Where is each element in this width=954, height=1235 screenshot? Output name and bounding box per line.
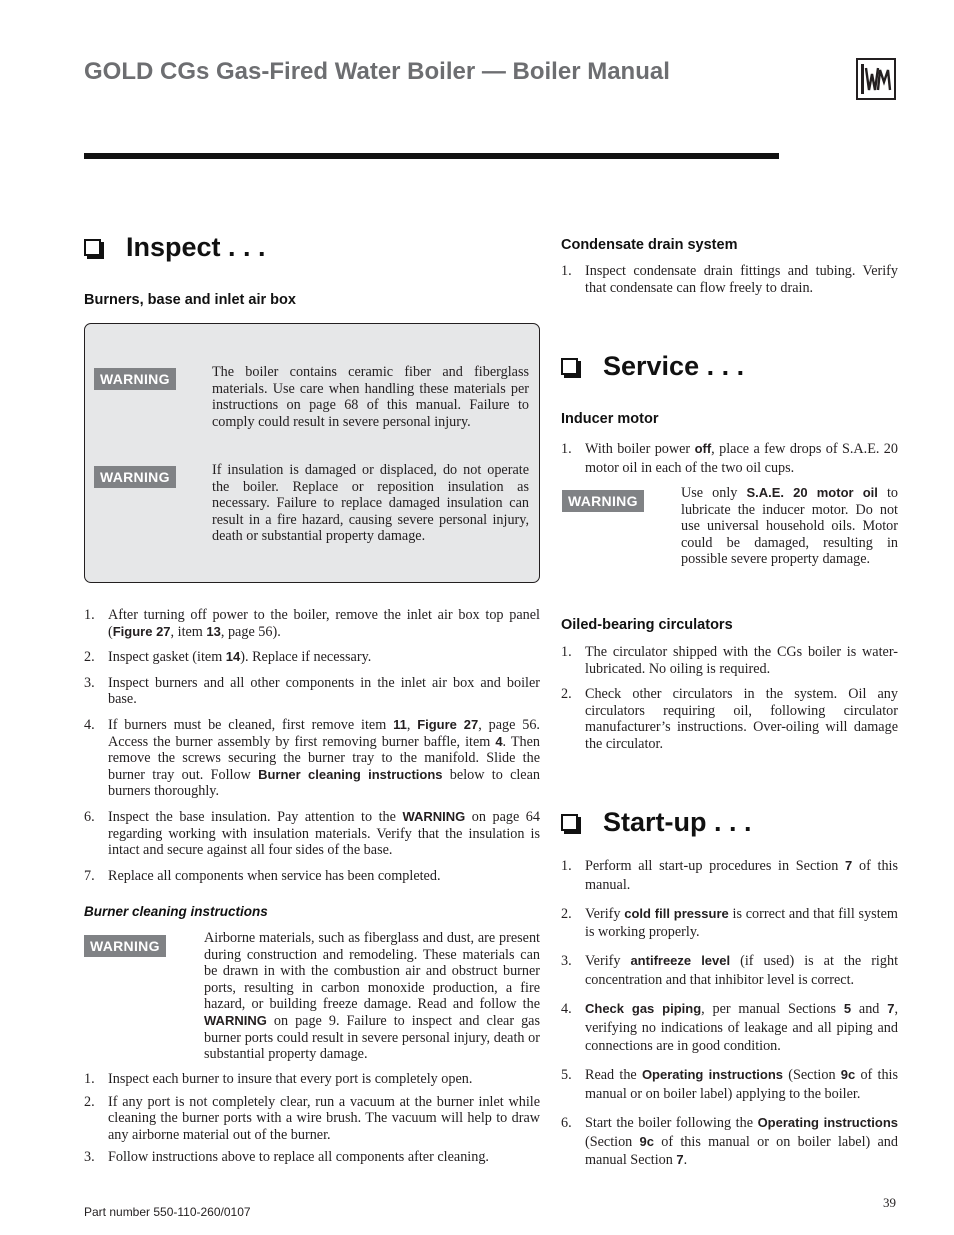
checkbox-icon: [561, 358, 578, 375]
list-item: [561, 440, 898, 477]
service-section-title: [561, 351, 744, 382]
service-title-text: Service . . .: [603, 351, 745, 381]
oiled-heading: Oiled-bearing circulators: [561, 617, 733, 633]
warning-badge: WARNING: [94, 466, 176, 488]
warning-text-4: Use only S.A.E. 20 motor oil to lubricate the inducer motor. Do not use universal household oils. Motor could be damaged, resulting in possible severe property damage.: [681, 485, 898, 568]
list-number: 4.: [561, 1000, 572, 1017]
list-number: 6.: [561, 1114, 572, 1131]
list-text: Check other circulators in the system. Oil any circulators requiring oil, following circulator manufacturer’s instructions. Over-oiling will damage the circulator.: [585, 686, 898, 752]
burner-cleaning-heading: Burner cleaning instructions: [84, 904, 268, 919]
part-number: Part number 550-110-260/0107: [84, 1205, 251, 1219]
page-number: 39: [883, 1195, 896, 1210]
list-item: [561, 905, 898, 943]
list-number: 3.: [561, 953, 572, 970]
list-number: 1.: [561, 441, 572, 457]
list-item: [84, 868, 540, 885]
warning-badge: WARNING: [84, 935, 166, 957]
startup-title-text: Start-up . . .: [603, 807, 752, 837]
list-text: Replace all components when service has been completed.: [108, 867, 441, 884]
list-item: [561, 1000, 898, 1056]
header-rule: [84, 153, 779, 159]
warning-badge: WARNING: [562, 490, 644, 512]
inducer-heading: Inducer motor: [561, 411, 659, 427]
warning-text-3: Airborne materials, such as fiberglass and dust, are present during construction and remodeling. These materials can be drawn in with the combustion air and obstruct burner ports, resulting in carbon monoxide production, a fire hazard, or building freeze damage. Read and follow the WARNING on page 9. Failure to inspect and clear gas burner ports could result in severe personal injury, death or substantial property damage.: [204, 930, 540, 1063]
list-text: Inspect condensate drain fittings and tubing. Verify that condensate can flow freely to drain.: [585, 263, 898, 296]
inducer-steps-list: [561, 440, 898, 477]
list-text: Inspect the base insulation. Pay attention to the WARNING on page 64 regarding working with insulation materials. Verify that the insulation is intact and secure against all four sides of the base.: [108, 808, 540, 859]
list-text: Check gas piping, per manual Sections 5 and 7, verifying no indications of leakage and all piping and connections are in good condition.: [585, 1000, 898, 1055]
list-item: [561, 857, 898, 895]
list-number: 6.: [84, 808, 95, 825]
list-number: 4.: [84, 716, 95, 733]
list-text: If burners must be cleaned, first remove item 11, Figure 27, page 56. Access the burner assembly by first removing burner baffle, item 4. Then remove the screws securing the burner tray to the manifold. Slide the burner tray out. Follow Burner cleaning instructions below to clean burners thoroughly.: [108, 716, 540, 800]
list-number: 2.: [561, 686, 572, 703]
list-item: [561, 1066, 898, 1104]
list-text: If any port is not completely clear, run a vacuum at the burner inlet while cleaning the burner ports with a wire brush. The vacuum will help to draw any airborne material out of the burner.: [108, 1093, 540, 1143]
list-item: [561, 952, 898, 990]
warning-text-2: If insulation is damaged or displaced, do not operate the boiler. Replace or reposition insulation as necessary. Failure to replace damaged insulation can result in a fire hazard, causing severe personal injury, death or substantial property damage.: [212, 462, 529, 545]
weil-mclain-logo-icon: [856, 58, 896, 100]
list-number: 5.: [561, 1067, 572, 1084]
warning-badge: WARNING: [94, 368, 176, 390]
list-text: Inspect each burner to insure that every port is completely open.: [108, 1071, 473, 1087]
list-item: [84, 607, 540, 640]
list-item: [84, 1094, 540, 1144]
startup-section-title: [561, 807, 752, 838]
warning-box: [84, 323, 540, 583]
list-number: 3.: [84, 674, 95, 691]
list-text: The circulator shipped with the CGs boiler is water-lubricated. No oiling is required.: [585, 644, 898, 677]
list-text: Inspect gasket (item 14). Replace if necessary.: [108, 649, 372, 666]
list-item: [84, 809, 540, 859]
manual-title: GOLD CGs Gas-Fired Water Boiler — Boiler Manual: [84, 58, 670, 85]
oiled-steps-list: [561, 644, 898, 753]
list-item: [561, 1114, 898, 1170]
burners-heading: Burners, base and inlet air box: [84, 292, 296, 308]
list-number: 1.: [561, 858, 572, 874]
startup-steps-list: [561, 857, 898, 1170]
checkbox-icon: [561, 814, 578, 831]
list-text: With boiler power off, place a few drops of S.A.E. 20 motor oil in each of the two oil cups.: [585, 441, 898, 476]
inspect-title-text: Inspect . . .: [126, 232, 266, 262]
list-number: 1.: [561, 263, 572, 279]
list-number: 3.: [84, 1149, 95, 1166]
list-item: [561, 644, 898, 677]
list-number: 2.: [561, 905, 572, 922]
list-text: Start the boiler following the Operating instructions (Section 9c of this manual or on boiler label) and manual Section 7.: [585, 1114, 898, 1169]
condensate-heading: Condensate drain system: [561, 237, 738, 253]
checkbox-icon: [84, 239, 101, 256]
list-item: [561, 263, 898, 296]
list-text: Inspect burners and all other components in the inlet air box and boiler base.: [108, 674, 540, 708]
cleaning-steps-list: [84, 1071, 540, 1166]
list-text: Verify antifreeze level (if used) is at the right concentration and that inhibitor level is correct.: [585, 953, 899, 988]
list-number: 1.: [561, 644, 572, 660]
list-number: 1.: [84, 607, 95, 623]
list-item: [84, 649, 540, 666]
list-item: [561, 686, 898, 752]
list-number: 1.: [84, 1071, 95, 1087]
list-text: Read the Operating instructions (Section 9c of this manual or on boiler label) applying to the boiler.: [585, 1067, 899, 1102]
list-item: [84, 717, 540, 800]
list-text: Follow instructions above to replace all components after cleaning.: [108, 1149, 489, 1166]
list-item: [84, 1071, 540, 1088]
inspect-section-title: [84, 232, 266, 263]
list-number: 2.: [84, 1093, 95, 1110]
list-text: After turning off power to the boiler, remove the inlet air box top panel (Figure 27, item 13, page 56).: [108, 607, 540, 640]
list-number: 7.: [84, 867, 95, 884]
inspect-steps-list: [84, 607, 540, 884]
list-item: [84, 675, 540, 708]
list-number: 2.: [84, 649, 95, 666]
list-item: [84, 1149, 540, 1166]
warning-text-1: The boiler contains ceramic fiber and fiberglass materials. Use care when handling these materials per instructions on page 68 of this manual. Failure to comply could result in severe personal injury.: [212, 364, 529, 430]
condensate-steps-list: [561, 263, 898, 296]
list-text: Verify cold fill pressure is correct and that fill system is working properly.: [585, 905, 898, 941]
list-text: Perform all start-up procedures in Section 7 of this manual.: [585, 858, 898, 893]
